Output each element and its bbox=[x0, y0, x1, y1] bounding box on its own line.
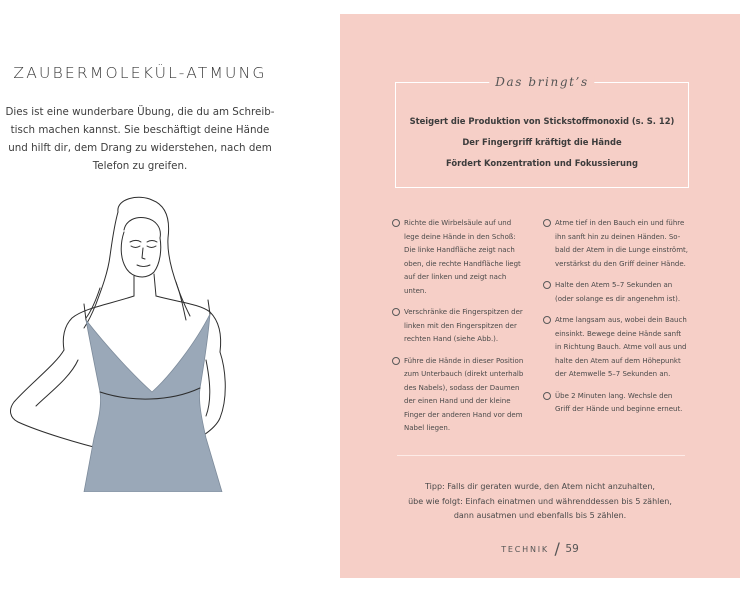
intro-line: Dies ist eine wunderbare Übung, die du am Schreib- bbox=[5, 106, 275, 118]
step-line: in Richtung Bauch. Atme voll aus und bbox=[555, 343, 687, 351]
benefits-box bbox=[395, 75, 689, 188]
step-line: Nabel liegen. bbox=[404, 424, 451, 432]
footer-separator: / bbox=[554, 539, 560, 558]
step-line: Übe 2 Minuten lang. Wechsle den bbox=[555, 391, 673, 400]
woman-breathing-illustration bbox=[0, 192, 300, 492]
step-line: Halte den Atem 5–7 Sekunden an bbox=[555, 281, 673, 289]
benefits-list bbox=[396, 111, 688, 174]
bullet-circle-icon bbox=[543, 281, 551, 289]
tip-line: übe wie folgt: Einfach einatmen und währenddessen bis 5 zählen, bbox=[408, 496, 672, 506]
left-page bbox=[0, 0, 340, 592]
step-line: des Nabels), sodass der Daumen bbox=[404, 383, 520, 392]
step-line: Finger der anderen Hand vor dem bbox=[404, 410, 523, 419]
step-line: verstärkst du den Griff deiner Hände. bbox=[555, 259, 686, 268]
step-item bbox=[543, 314, 691, 382]
step-line: linken mit den Fingerspitzen der bbox=[404, 321, 517, 330]
step-line: oben, die rechte Handfläche liegt bbox=[404, 259, 521, 268]
bullet-circle-icon bbox=[392, 308, 400, 316]
step-line: ihn sanft hin zu deinen Händen. So- bbox=[555, 232, 681, 241]
benefits-heading: Das bringt’s bbox=[489, 75, 594, 89]
step-line: Führe die Hände in dieser Position bbox=[404, 356, 524, 365]
step-line: auf der linken und zeigt nach bbox=[404, 273, 507, 281]
step-line: unten. bbox=[404, 286, 427, 295]
bullet-circle-icon bbox=[543, 316, 551, 324]
step-line: rechten Hand (siehe Abb.). bbox=[404, 335, 499, 343]
step-line: Atme langsam aus, wobei dein Bauch bbox=[555, 316, 687, 324]
step-line: lege deine Hände in den Schoß: bbox=[404, 232, 516, 241]
right-page-panel bbox=[340, 14, 740, 578]
benefit-item: Steigert die Produktion von Stickstoffmonoxid (s. S. 12) bbox=[409, 116, 675, 126]
intro-line: und hilft dir, dem Drang zu widerstehen, nach dem bbox=[8, 142, 272, 154]
tip-paragraph bbox=[340, 480, 740, 524]
step-line: bald der Atem in die Lunge einströmt, bbox=[555, 246, 688, 254]
step-item bbox=[543, 390, 691, 417]
step-line: Die linke Handfläche zeigt nach bbox=[404, 246, 515, 254]
exercise-title: ZAUBERMOLEKÜL-ATMUNG bbox=[13, 64, 267, 82]
section-divider bbox=[397, 455, 685, 456]
intro-paragraph bbox=[0, 103, 280, 175]
tip-line: Tipp: Falls dir geraten wurde, den Atem nicht anzuhalten, bbox=[425, 482, 655, 491]
step-line: Richte die Wirbelsäule auf und bbox=[404, 219, 512, 227]
dress-shape bbox=[84, 314, 222, 492]
step-line: Verschränke die Fingerspitzen der bbox=[404, 308, 523, 316]
step-item bbox=[392, 355, 532, 436]
bullet-circle-icon bbox=[392, 219, 400, 227]
bullet-circle-icon bbox=[392, 357, 400, 365]
section-label: TECHNIK bbox=[501, 545, 549, 554]
benefit-item: Der Fingergriff kräftigt die Hände bbox=[462, 137, 622, 147]
step-line: zum Unterbauch (direkt unterhalb bbox=[404, 370, 524, 378]
step-item bbox=[392, 217, 532, 298]
bullet-circle-icon bbox=[543, 219, 551, 227]
step-line: einsinkt. Bewege deine Hände sanft bbox=[555, 329, 682, 338]
steps-column-left bbox=[392, 217, 532, 444]
tip-line: dann ausatmen und ebenfalls bis 5 zählen. bbox=[453, 511, 627, 520]
step-line: der Atemwelle 5–7 Sekunden an. bbox=[555, 370, 671, 378]
page-number: 59 bbox=[565, 543, 579, 555]
step-line: Atme tief in den Bauch ein und führe bbox=[555, 219, 685, 227]
intro-line: tisch machen kannst. Sie beschäftigt deine Hände bbox=[10, 124, 270, 136]
step-line: Griff der Hände und beginne erneut. bbox=[555, 405, 683, 413]
step-item bbox=[543, 217, 691, 271]
intro-line: Telefon zu greifen. bbox=[92, 160, 188, 172]
benefit-item: Fördert Konzentration und Fokussierung bbox=[446, 158, 638, 168]
step-item bbox=[392, 306, 532, 347]
page-footer bbox=[340, 537, 740, 556]
step-line: (oder solange es dir angenehm ist). bbox=[555, 294, 681, 303]
step-line: halte den Atem auf dem Höhepunkt bbox=[555, 356, 681, 365]
step-line: der einen Hand und der kleine bbox=[404, 397, 511, 405]
bullet-circle-icon bbox=[543, 392, 551, 400]
step-item bbox=[543, 279, 691, 306]
steps-column-right bbox=[543, 217, 691, 425]
